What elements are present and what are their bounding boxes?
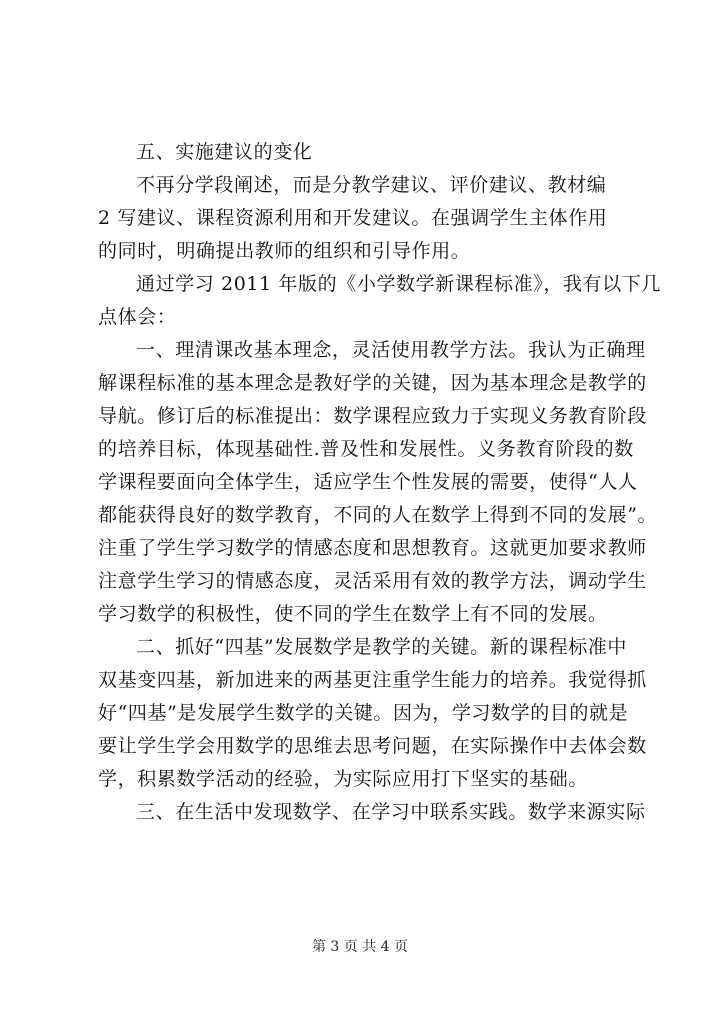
paragraph-line: 学课程要面向全体学生，适应学生个性发展的需要，使得“人人 — [98, 471, 638, 493]
paragraph-line: 学习数学的积极性，使不同的学生在数学上有不同的发展。 — [98, 603, 608, 625]
paragraph-line: 好“四基”是发展学生数学的关键。因为，学习数学的目的就是 — [98, 702, 629, 724]
paragraph-line: 要让学生学会用数学的思维去思考问题，在实际操作中去体会数 — [98, 735, 647, 757]
paragraph-line: 点体会： — [98, 306, 177, 328]
paragraph-line: 注意学生学习的情感态度，灵活采用有效的教学方法，调动学生 — [98, 570, 647, 592]
paragraph-line: 通过学习 2011 年版的《小学数学新课程标准》，我有以下几 — [136, 273, 661, 295]
paragraph-line: 解课程标准的基本理念是教好学的关键，因为基本理念是教学的 — [98, 372, 647, 394]
paragraph-line: 的同时，明确提出教师的组织和引导作用。 — [98, 240, 471, 262]
section-heading: 五、实施建议的变化 — [136, 141, 313, 163]
paragraph-line: 都能获得良好的数学教育，不同的人在数学上得到不同的发展”。 — [98, 504, 658, 526]
paragraph-line: 二、抓好“四基”发展数学是教学的关键。新的课程标准中 — [136, 636, 628, 658]
paragraph-line: 导航。修订后的标准提出：数学课程应致力于实现义务教育阶段 — [98, 405, 647, 427]
paragraph-line: 不再分学段阐述，而是分教学建议、评价建议、教材编 — [136, 174, 607, 196]
paragraph-line: 一、理清课改基本理念，灵活使用教学方法。我认为正确理 — [136, 339, 646, 361]
page-number-footer: 第 3 页 共 4 页 — [311, 939, 409, 955]
paragraph-line: 学，积累数学活动的经验，为实际应用打下坚实的基础。 — [98, 768, 589, 790]
paragraph-line: 的培养目标，体现基础性.普及性和发展性。义务教育阶段的数 — [98, 438, 634, 460]
document-body — [98, 136, 661, 829]
paragraph-line: 三、在生活中发现数学、在学习中联系实践。数学来源实际 — [136, 801, 646, 823]
paragraph-line: 2 写建议、课程资源利用和开发建议。在强调学生主体作用 — [98, 207, 608, 229]
paragraph-line: 双基变四基，新加进来的两基更注重学生能力的培养。我觉得抓 — [98, 669, 647, 691]
paragraph-line: 注重了学生学习数学的情感态度和思想教育。这就更加要求教师 — [98, 537, 647, 559]
